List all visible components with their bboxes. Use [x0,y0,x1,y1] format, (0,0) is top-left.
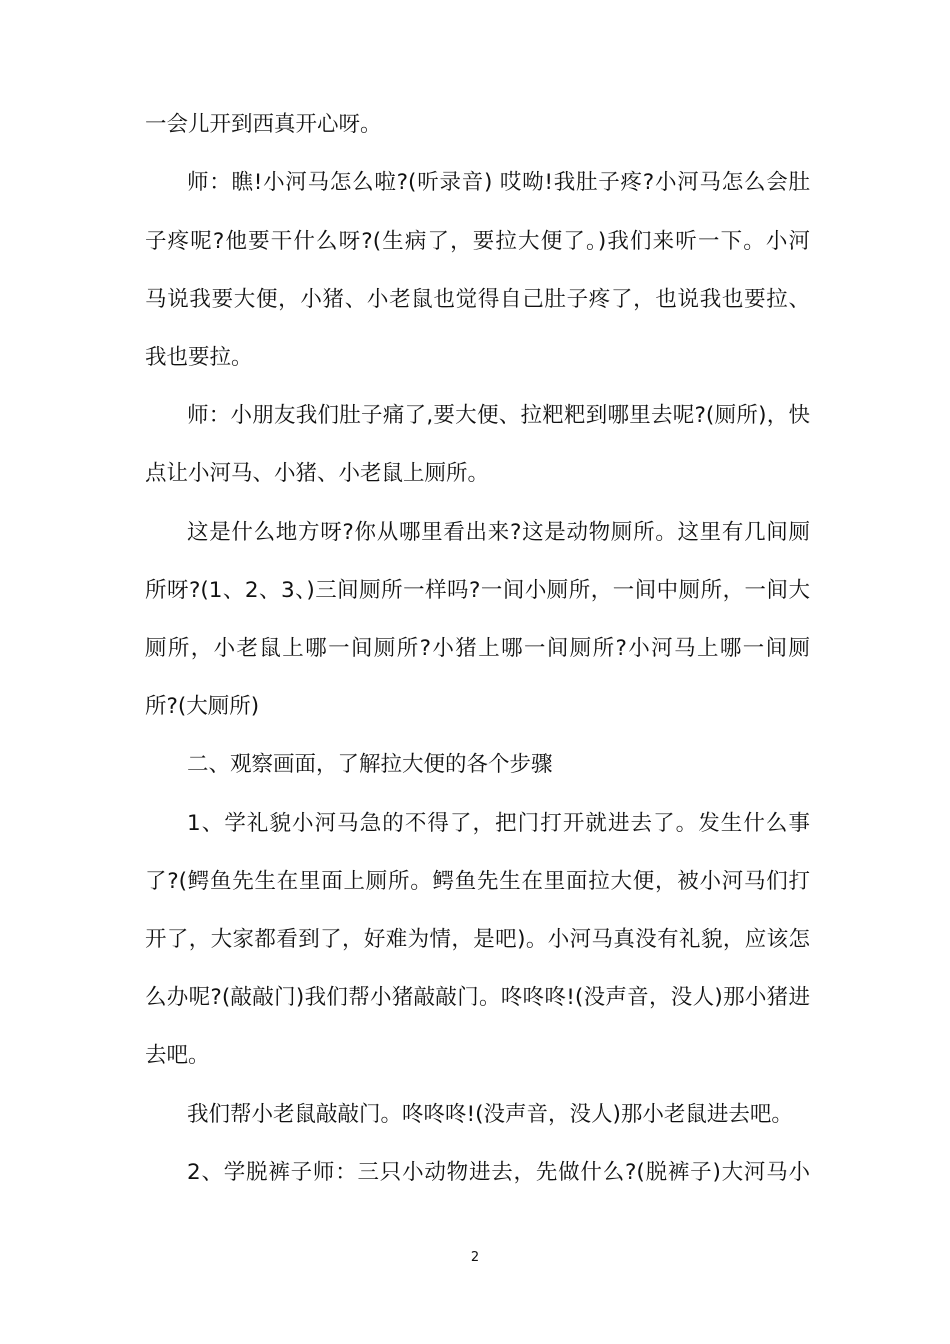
text-line-14: 了?(鳄鱼先生在里面上厕所。鳄鱼先生在里面拉大便，被小河马们打 [145,869,810,894]
text-line-15: 开了，大家都看到了，好难为情，是吧)。小河马真没有礼貌，应该怎 [145,927,810,952]
text-line-8: 这是什么地方呀?你从哪里看出来?这是动物厕所。这里有几间厕 [187,520,810,545]
text-line-1: 一会儿开到西真开心呀。 [145,112,382,137]
text-line-7: 点让小河马、小猪、小老鼠上厕所。 [145,461,490,486]
text-line-17: 去吧。 [145,1043,210,1068]
section-heading: 二、观察画面，了解拉大便的各个步骤 [187,752,553,777]
text-line-6: 师：小朋友我们肚子痛了,要大便、拉粑粑到哪里去呢?(厕所)，快 [187,403,810,428]
text-line-10: 厕所，小老鼠上哪一间厕所?小猪上哪一间厕所?小河马上哪一间厕 [145,636,810,661]
text-line-2: 师：瞧!小河马怎么啦?(听录音) 哎呦!我肚子疼?小河马怎么会肚 [187,170,810,195]
text-line-5: 我也要拉。 [145,345,253,370]
text-line-19: 2、学脱裤子师：三只小动物进去，先做什么?(脱裤子)大河马小 [187,1160,810,1185]
text-line-3: 子疼呢?他要干什么呀?(生病了，要拉大便了。)我们来听一下。小河 [145,229,810,254]
text-line-11: 所?(大厕所) [145,694,260,719]
text-line-18: 我们帮小老鼠敲敲门。咚咚咚!(没声音，没人)那小老鼠进去吧。 [187,1102,793,1127]
text-line-9: 所呀?(1、2、3、)三间厕所一样吗?一间小厕所，一间中厕所，一间大 [145,578,810,603]
page-number: 2 [470,1250,480,1265]
text-line-13: 1、学礼貌小河马急的不得了，把门打开就进去了。发生什么事 [187,811,810,836]
text-line-4: 马说我要大便，小猪、小老鼠也觉得自己肚子疼了，也说我也要拉、 [145,287,810,312]
text-line-16: 么办呢?(敲敲门)我们帮小猪敲敲门。咚咚咚!(没声音，没人)那小猪进 [145,985,810,1010]
